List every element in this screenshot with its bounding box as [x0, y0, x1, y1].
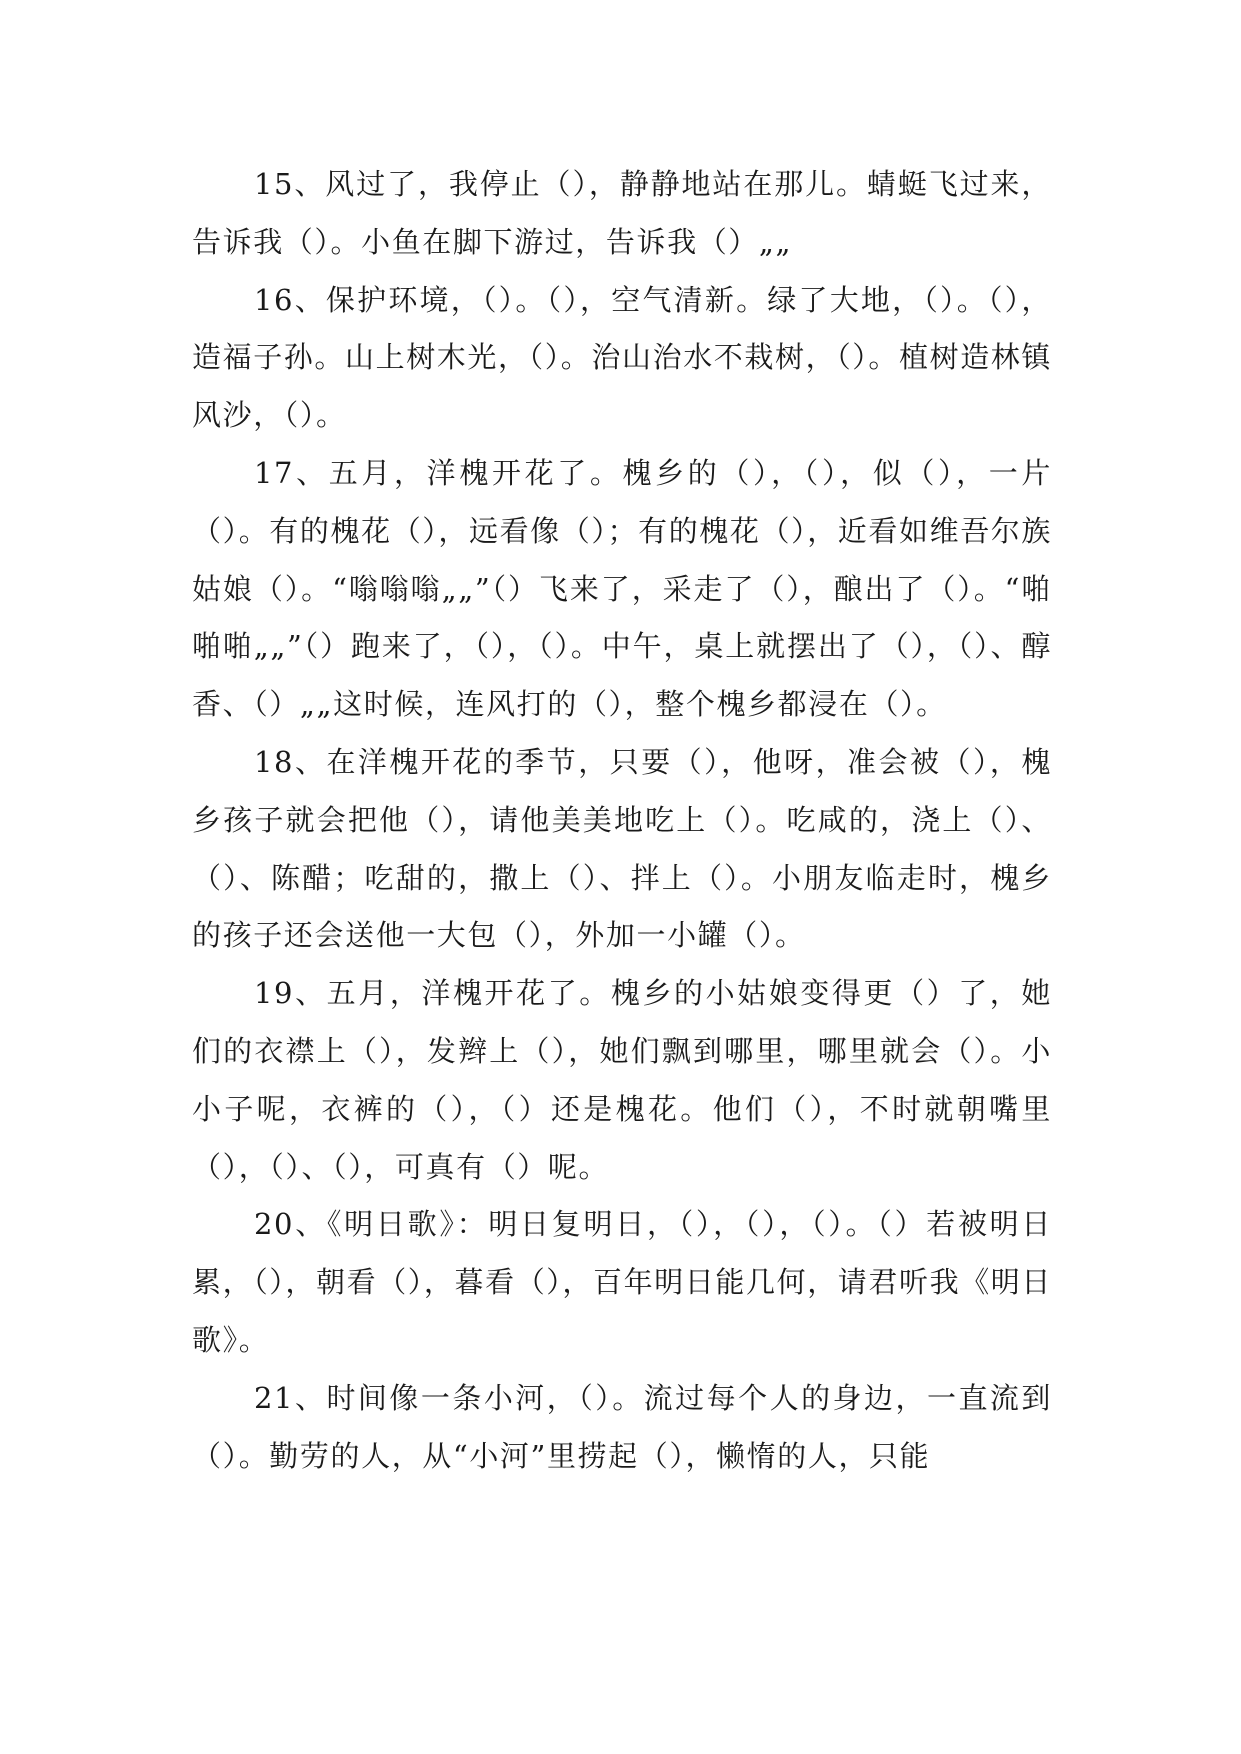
paragraph-21: 21、时间像一条小河，（）。流过每个人的身边，一直流到（）。勤劳的人，从“小河”里捞起（），懒惰的人，只能: [192, 1380, 1052, 1473]
paragraph-20: 20、《明日歌》：明日复明日，（），（），（）。（）若被明日累，（），朝看（），暮看（），百年明日能几何，请君听我《明日歌》。: [192, 1207, 1053, 1357]
paragraph-17: 17、五月，洋槐开花了。槐乡的（），（），似（），一片（）。有的槐花（），远看像（）；有的槐花（），近看如维吾尔族姑娘（）。“嗡嗡嗡„„”（）飞来了，采走了（），酿出了（）。“啪啪啪„„”（）跑来了，（），（）。中午，桌上就摆出了（），（）、醇香、（）„„这时候，连风打的（），整个槐乡都浸在（）。: [192, 455, 1053, 722]
paragraph-16: 16、保护环境，（）。（），空气清新。绿了大地，（）。（），造福子孙。山上树木光，（）。治山治水不栽树，（）。植树造林镇风沙，（）。: [192, 282, 1053, 433]
paragraph-18: 18、在洋槐开花的季节，只要（），他呀，准会被（），槐乡孩子就会把他（），请他美美地吃上（）。吃咸的，浇上（）、（）、陈醋；吃甜的，撒上（）、拌上（）。小朋友临走时，槐乡的孩子还会送他一大包（），外加一小罐（）。: [192, 744, 1052, 953]
paragraph-15: 15、风过了，我停止（），静静地站在那儿。蜻蜓飞过来，告诉我（）。小鱼在脚下游过，告诉我（）„„: [192, 167, 1052, 259]
paragraph-19: 19、五月，洋槐开花了。槐乡的小姑娘变得更（）了，她们的衣襟上（），发辫上（），她们飘到哪里，哪里就会（）。小小子呢，衣裤的（），（）还是槐花。他们（），不时就朝嘴里（），（）、（），可真有（）呢。: [192, 976, 1052, 1184]
document-page: [192, 156, 1052, 1485]
